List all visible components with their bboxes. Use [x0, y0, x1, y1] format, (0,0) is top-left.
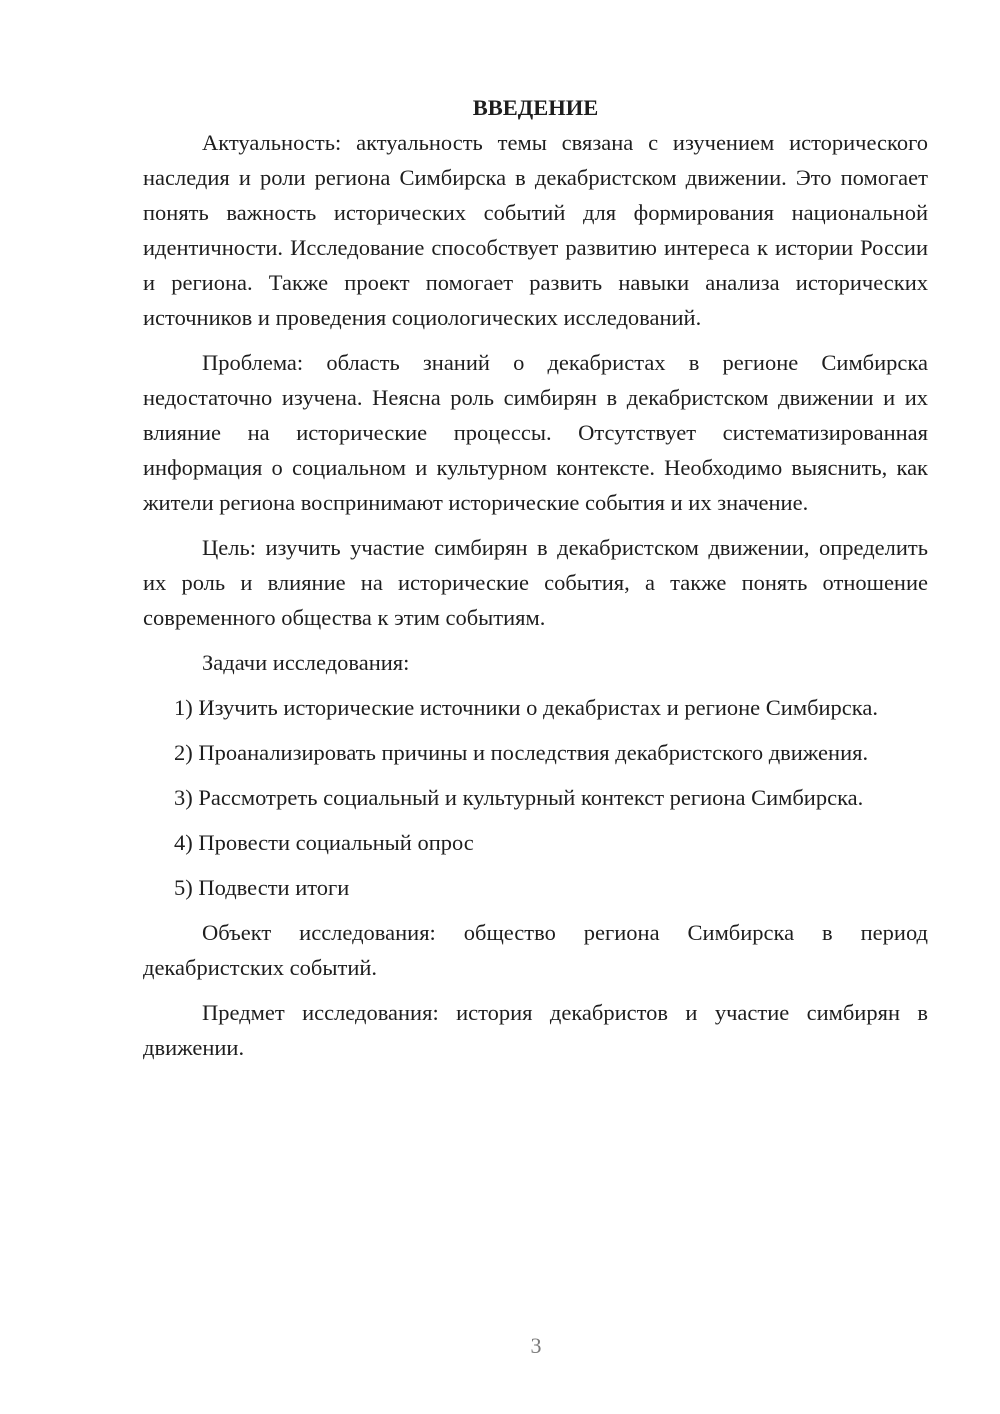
problem-paragraph: Проблема: область знаний о декабристах в регионе Симбирска недостаточно изучена. Неясна роль симбирян в декабристском движении и их влияние на исторические процессы. Отсутствует систематизированная информация о социальном и культурном контексте. Необходимо выяснить, как жители региона воспринимают исторические события и их значение.: [143, 350, 928, 515]
task-item-2: 2) Проанализировать причины и последствия декабристского движения.: [174, 740, 869, 765]
object-paragraph: Объект исследования: общество региона Симбирска в период декабристских событий.: [143, 920, 928, 980]
task-item-3: 3) Рассмотреть социальный и культурный контекст региона Симбирска.: [174, 785, 864, 810]
task-item-4: 4) Провести социальный опрос: [174, 830, 474, 855]
task-item-5: 5) Подвести итоги: [174, 875, 350, 900]
tasks-list: [143, 690, 928, 905]
task-item-1: 1) Изучить исторические источники о декабристах и регионе Симбирска.: [174, 695, 878, 720]
page-content: [143, 90, 928, 1065]
page-title: ВВЕДЕНИЕ: [472, 95, 599, 120]
subject-paragraph: Предмет исследования: история декабристов и участие симбирян в движении.: [143, 1000, 928, 1060]
tasks-heading: Задачи исследования:: [202, 650, 410, 675]
relevance-paragraph: Актуальность: актуальность темы связана с изучением исторического наследия и роли региона Симбирска в декабристском движении. Это помогает понять важность исторических событий для формирования национальной идентичности. Исследование способствует развитию интереса к истории России и региона. Также проект помогает развить навыки анализа исторических источников и проведения социологических исследований.: [143, 130, 928, 330]
page-number: 3: [530, 1333, 542, 1358]
goal-paragraph: Цель: изучить участие симбирян в декабристском движении, определить их роль и влияние на исторические события, а также понять отношение современного общества к этим событиям.: [143, 535, 928, 630]
